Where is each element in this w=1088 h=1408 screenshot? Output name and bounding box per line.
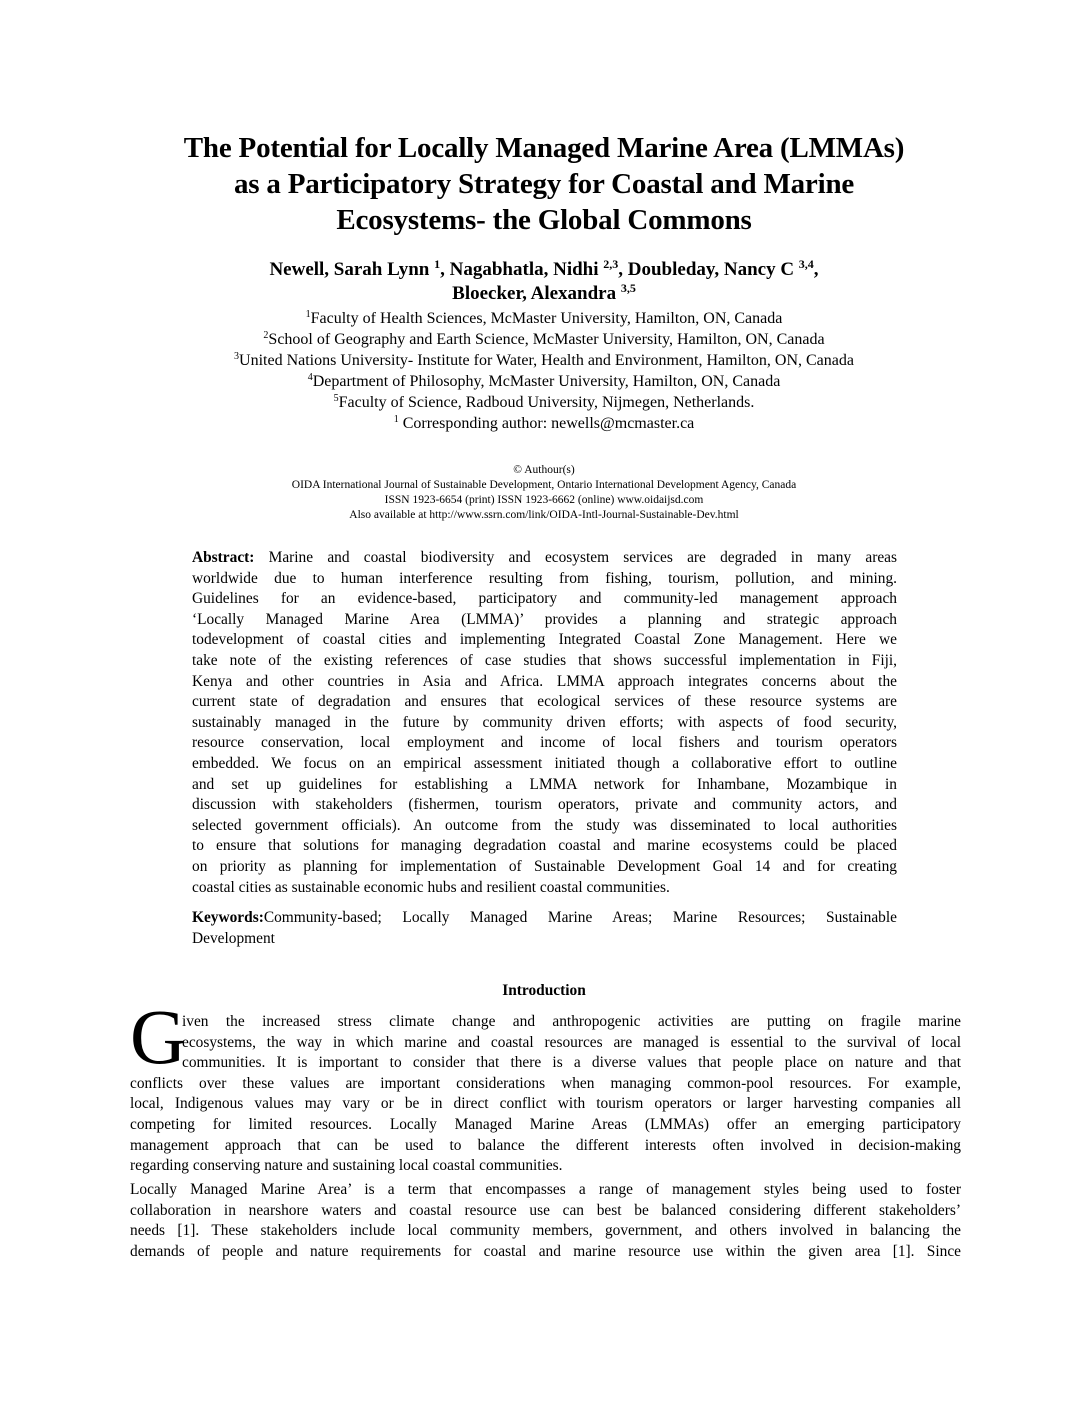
affiliation-text: United Nations University- Institute for Water, Health and Environment, Hamilton, ON, Canada bbox=[239, 352, 854, 369]
affiliation-marker: 3 bbox=[234, 351, 240, 362]
affiliation-line bbox=[100, 392, 988, 413]
abstract-line: take note of the existing references of case studies that shows successful implementation in Fiji, bbox=[192, 651, 897, 669]
author-name: Nagabhatla, Nidhi bbox=[449, 259, 599, 280]
abstract-line: todevelopment of coastal cities and implementing Integrated Coastal Zone Management. Here we bbox=[192, 631, 897, 649]
paragraph-line: Locally Managed Marine Area’ is a term that encompasses a range of management styles being used to foster bbox=[130, 1181, 961, 1198]
abstract-line: Kenya and other countries in Asia and Africa. LMMA approach integrates concerns about the bbox=[192, 672, 897, 690]
title-line: The Potential for Locally Managed Marine Area (LMMAs) bbox=[183, 132, 905, 164]
affiliation-marker: 2 bbox=[263, 330, 269, 341]
paragraph-line: communities. It is important to consider that there is a diverse values that people place on nature and that bbox=[182, 1054, 961, 1072]
keywords-line: Development bbox=[192, 929, 275, 947]
abstract-line: to ensure that solutions for managing degradation coastal and marine ecosystems could be placed bbox=[192, 837, 897, 855]
intro-paragraph-1 bbox=[130, 1012, 961, 1177]
paragraph-line: demands of people and nature requirements for coastal and marine resource use within the given area [1]. Since bbox=[130, 1242, 961, 1260]
abstract-line: ‘Locally Managed Marine Area (LMMA)’ provides a planning and strategic approach bbox=[192, 610, 897, 628]
paragraph-line: management approach that can be used to balance the different interests often involved in decision-making bbox=[130, 1136, 961, 1154]
affiliation-text: Faculty of Science, Radboud University, Nijmegen, Netherlands. bbox=[338, 394, 755, 411]
title-line: Ecosystems- the Global Commons bbox=[336, 204, 752, 236]
affiliation-line bbox=[100, 329, 988, 350]
title-line: as a Participatory Strategy for Coastal and Marine bbox=[233, 168, 855, 200]
affiliations bbox=[100, 308, 988, 434]
abstract-line: selected government officials). An outcome from the study was disseminated to local authorities bbox=[192, 816, 897, 834]
paragraph-line: conflicts over these values are important considerations when managing common-pool resources. For example, bbox=[130, 1074, 961, 1092]
abstract-line: resource conservation, local employment and income of local fishers and tourism operators bbox=[192, 734, 897, 752]
keywords-label: Keywords: bbox=[192, 909, 264, 926]
abstract-line: Guidelines for an evidence-based, participatory and community-led management approach bbox=[192, 590, 897, 608]
abstract bbox=[192, 548, 897, 898]
abstract-label: Abstract: bbox=[192, 549, 255, 566]
keywords-text: Community-based; Locally Managed Marine Areas; Marine Resources; Sustainable bbox=[263, 909, 897, 926]
journal-name: OIDA International Journal of Sustainable Development, Ontario International Development Agency, Canada bbox=[291, 479, 797, 491]
affiliation-marker: 5 bbox=[333, 393, 339, 404]
abstract-line: on priority as planning for implementation of Sustainable Development Goal 14 and for creating bbox=[192, 857, 897, 875]
affiliation-line bbox=[100, 308, 988, 329]
affiliation-line bbox=[100, 371, 988, 392]
paragraph-line: collaboration in nearshore waters and coastal resource use can best be balanced considering different stakeholders’ bbox=[130, 1201, 961, 1219]
abstract-line: embedded. We focus on an empirical assessment initiated though a collaborative effort to outline bbox=[192, 754, 897, 772]
author-name: Newell, Sarah Lynn bbox=[269, 259, 430, 280]
paragraph-line: regarding conserving nature and sustaining local coastal communities. bbox=[130, 1157, 563, 1175]
affiliation-text: School of Geography and Earth Science, McMaster University, Hamilton, ON, Canada bbox=[268, 331, 825, 348]
affiliation-text: Faculty of Health Sciences, McMaster University, Hamilton, ON, Canada bbox=[310, 310, 783, 327]
abstract-line: discussion with stakeholders (fishermen, tourism operators, private and community actors, and bbox=[192, 796, 897, 814]
abstract-line: sustainably managed in the future by community driven efforts; with aspects of food security, bbox=[192, 713, 897, 731]
paragraph-line: local, Indigenous values may vary or be in direct conflict with tourism operators or larger harvesting companies all bbox=[130, 1095, 961, 1113]
author-affiliation-marker: 2,3 bbox=[603, 257, 619, 271]
abstract-line: current state of degradation and ensures that ecological services of these resource systems are bbox=[192, 693, 897, 711]
affiliation-marker: 1 bbox=[305, 309, 311, 320]
paragraph-line: competing for limited resources. Locally Managed Marine Areas (LMMAs) offer an emerging participatory bbox=[130, 1115, 961, 1133]
abstract-line: worldwide due to human interference resulting from fishing, tourism, pollution, and mining. bbox=[192, 569, 897, 587]
author-name: Doubleday, Nancy C bbox=[627, 259, 795, 280]
keywords-line bbox=[192, 908, 897, 929]
paragraph-line: needs [1]. These stakeholders include local community members, government, and others involved in balancing the bbox=[130, 1222, 961, 1240]
abstract-line: coastal cities as sustainable economic hubs and resilient coastal communities. bbox=[192, 878, 670, 896]
author-affiliation-marker: 1 bbox=[434, 257, 441, 271]
author-list: Newell, Sarah Lynn $^1$, Nagabhatla, Nidhi $^{2,3}$, Doubleday, Nancy C $^{3,4}$, Bloecker, Alexandra $^{3,5}$ bbox=[269, 257, 819, 304]
abstract-line bbox=[192, 548, 897, 569]
availability-line: Also available at http://www.ssrn.com/link/OIDA-Intl-Journal-Sustainable-Dev.html bbox=[349, 509, 739, 521]
corresponding-author-text: Corresponding author: newells@mcmaster.ca bbox=[402, 415, 695, 432]
issn-line: ISSN 1923-6654 (print) ISSN 1923-6662 (online) www.oidaijsd.com bbox=[384, 494, 704, 506]
author-affiliation-marker: 3,5 bbox=[620, 281, 636, 295]
paragraph-line: iven the increased stress climate change and anthropogenic activities are putting on fragile marine bbox=[182, 1013, 961, 1030]
author-name: Bloecker, Alexandra bbox=[452, 283, 617, 304]
section-heading-introduction: Introduction bbox=[502, 982, 586, 999]
affiliation-text: Department of Philosophy, McMaster University, Hamilton, ON, Canada bbox=[312, 373, 781, 390]
paragraph-line: ecosystems, the way in which marine and coastal resources are managed is essential to the survival of local bbox=[182, 1033, 961, 1051]
intro-paragraph-2 bbox=[130, 1180, 961, 1262]
publication-info bbox=[100, 463, 988, 523]
affiliation-line bbox=[100, 350, 988, 371]
paper-title bbox=[100, 130, 988, 238]
drop-cap: G bbox=[130, 993, 187, 1080]
keywords bbox=[192, 908, 897, 949]
abstract-text: Marine and coastal biodiversity and ecosystem services are degraded in many areas bbox=[254, 549, 897, 566]
abstract-line: and set up guidelines for establishing a LMMA network for Inhambane, Mozambique in bbox=[192, 775, 897, 793]
author-affiliation-marker: 3,4 bbox=[798, 257, 814, 271]
corresponding-author bbox=[100, 413, 988, 434]
affiliation-marker: 4 bbox=[307, 372, 313, 383]
affiliation-marker: 1 bbox=[393, 414, 399, 425]
copyright-notice: © Authour(s) bbox=[513, 464, 575, 476]
